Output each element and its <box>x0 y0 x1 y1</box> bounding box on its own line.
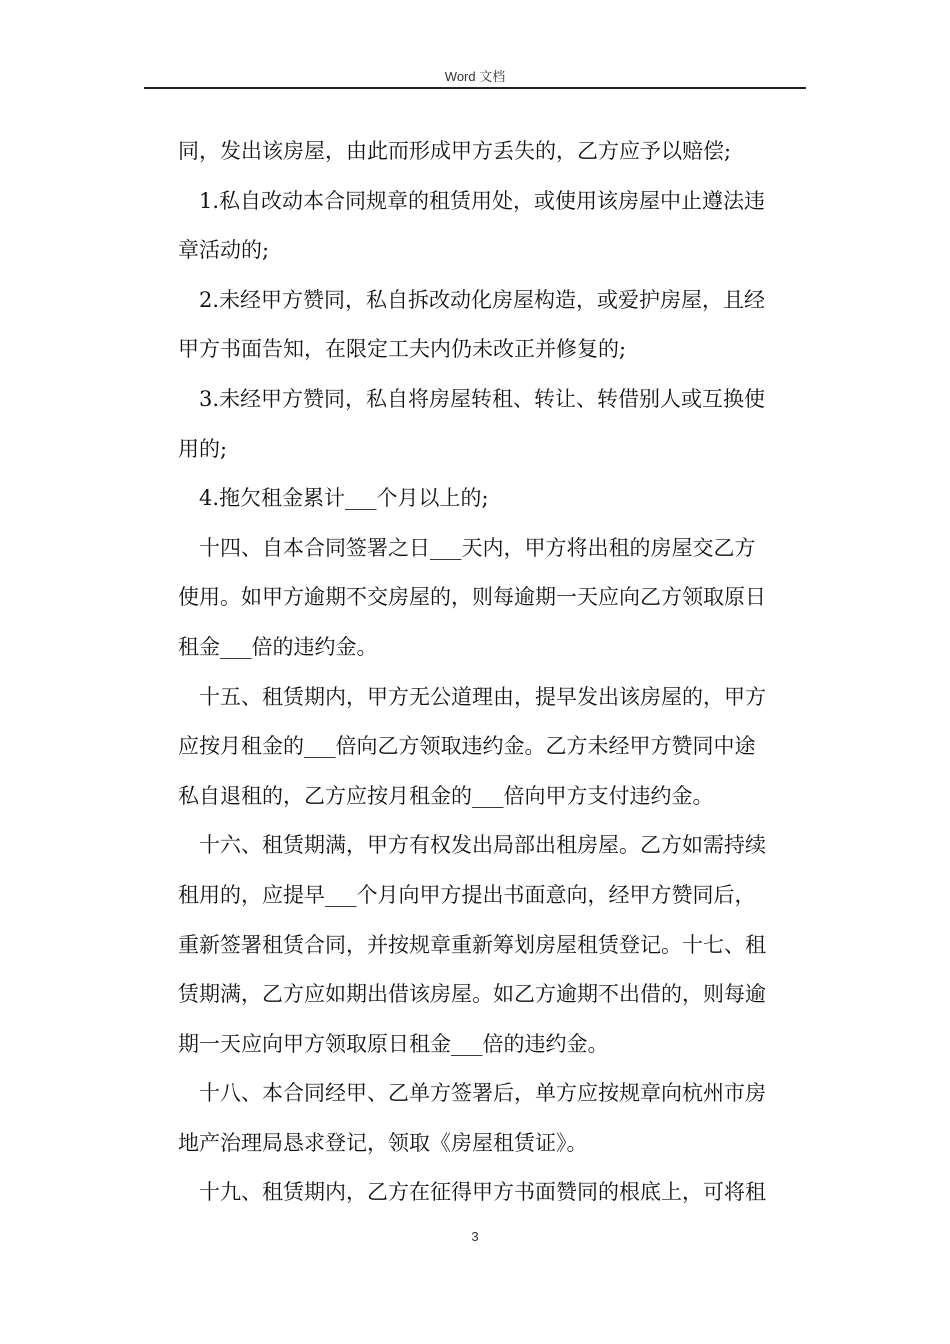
text-line: 十四、自本合同签署之日___天内，甲方将出租的房屋交乙方 <box>199 535 756 560</box>
text-line: 4.拖欠租金累计___个月以上的; <box>199 486 489 511</box>
text-line: 3.未经甲方赞同，私自将房屋转租、转让、转借别人或互换使 <box>199 386 766 411</box>
text-line: 十八、本合同经甲、乙单方签署后，单方应按规章向杭州市房 <box>199 1081 766 1106</box>
document-body <box>178 127 806 1218</box>
text-line: 十六、租赁期满，甲方有权发出局部出租房屋。乙方如需持续 <box>199 833 766 858</box>
text-line: 用的; <box>178 436 228 461</box>
text-line: 使用。如甲方逾期不交房屋的，则每逾期一天应向乙方领取原日 <box>178 585 766 610</box>
text-line: 期一天应向甲方领取原日租金___倍的违约金。 <box>178 1031 609 1056</box>
page-number: 3 <box>471 1229 479 1244</box>
text-line: 甲方书面告知，在限定工夫内仍未改正并修复的; <box>178 337 627 362</box>
text-line: 租用的，应提早___个月向甲方提出书面意向，经甲方赞同后， <box>178 882 756 907</box>
text-line: 十九、租赁期内，乙方在征得甲方书面赞同的根底上，可将租 <box>199 1180 766 1205</box>
text-line: 地产治理局恳求登记，领取《房屋租赁证》。 <box>178 1130 588 1155</box>
text-line: 2.未经甲方赞同，私自拆改动化房屋构造，或爱护房屋，且经 <box>199 287 766 312</box>
text-line: 私自退租的，乙方应按月租金的___倍向甲方支付违约金。 <box>178 783 714 808</box>
text-line: 十五、租赁期内，甲方无公道理由，提早发出该房屋的，甲方 <box>199 684 766 709</box>
text-line: 租金___倍的违约金。 <box>178 634 378 659</box>
text-line: 赁期满，乙方应如期出借该房屋。如乙方逾期不出借的，则每逾 <box>178 982 766 1007</box>
text-line: 同，发出该房屋，由此而形成甲方丢失的，乙方应予以赔偿; <box>178 139 732 163</box>
text-line: 1.私自改动本合同规章的租赁用处，或使用该房屋中止遵法违 <box>199 188 766 213</box>
page-header: Word 文档 <box>444 69 506 84</box>
text-line: 应按月租金的___倍向乙方领取违约金。乙方未经甲方赞同中途 <box>178 734 756 759</box>
text-line: 重新签署租赁合同，并按规章重新筹划房屋租赁登记。十七、租 <box>178 932 766 957</box>
text-line: 章活动的; <box>178 238 270 263</box>
header-divider <box>144 87 806 89</box>
